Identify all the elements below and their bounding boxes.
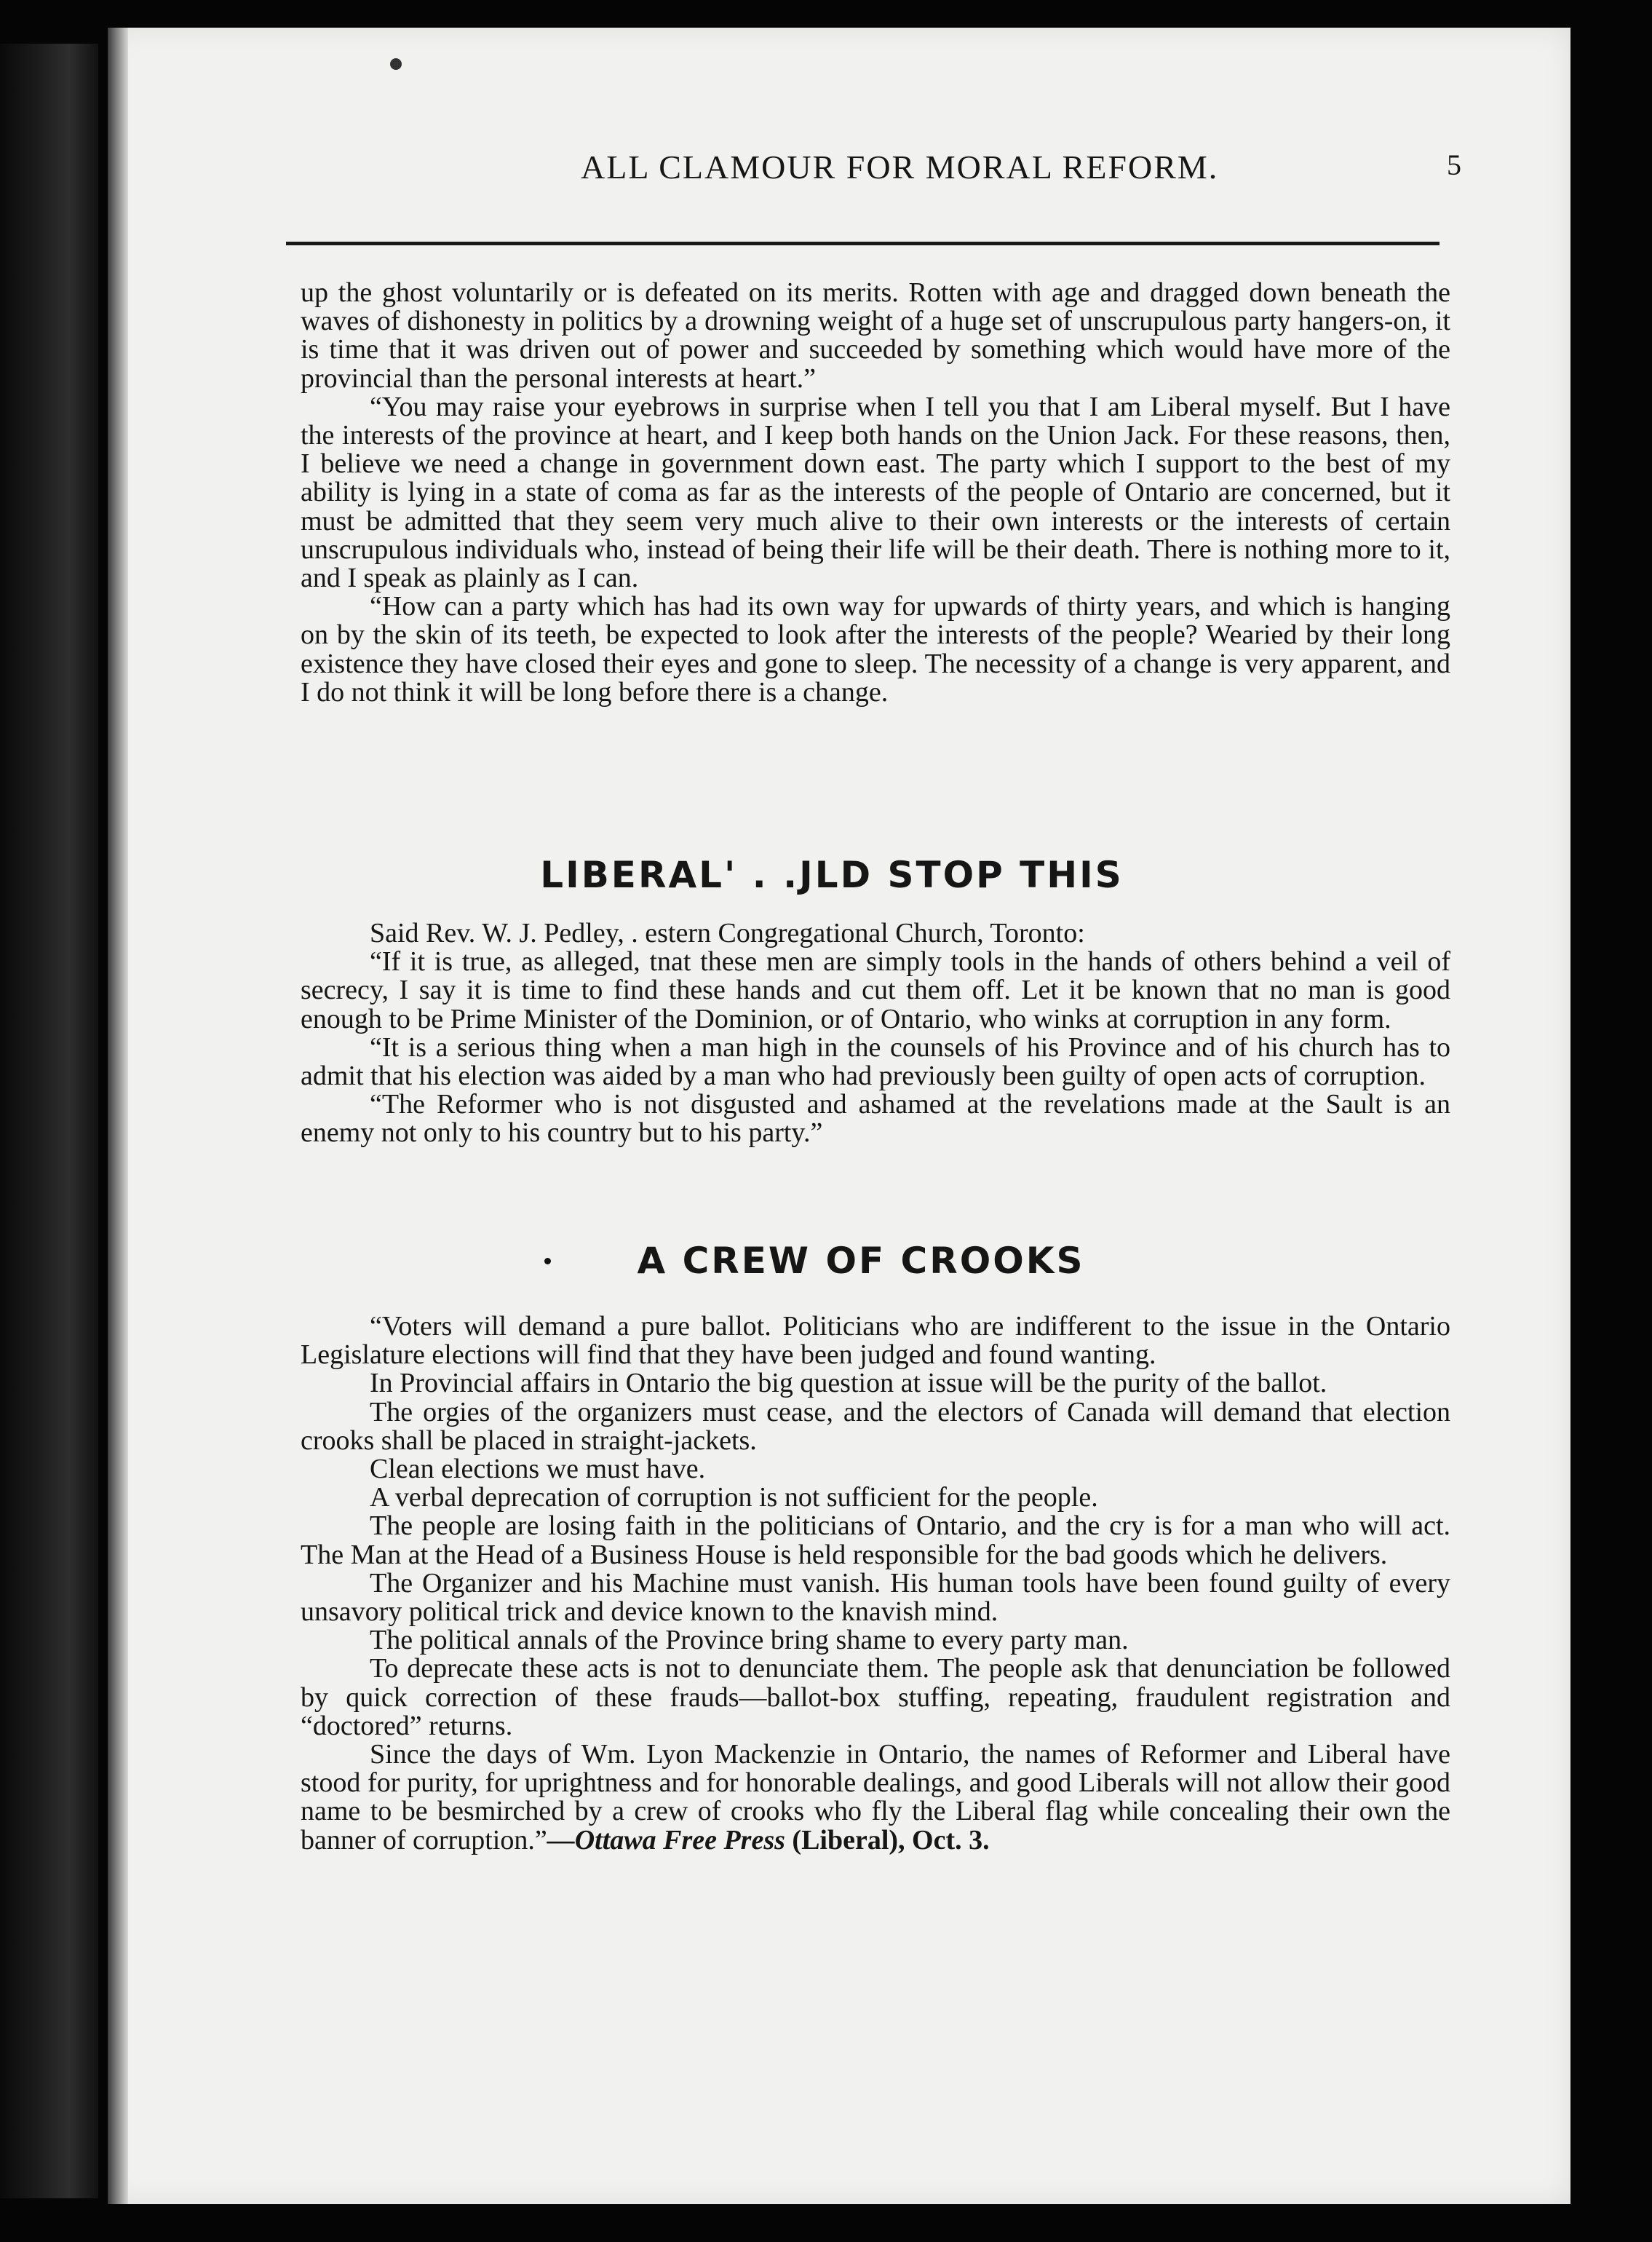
paragraph: “The Reformer who is not disgusted and ashamed at the revelations made at the Sault is an enemy not only to his country but to his party.” <box>301 1089 1450 1149</box>
paragraph: In Provincial affairs in Ontario the big question at issue will be the purity of the ballot. <box>370 1368 1327 1399</box>
paragraph: The Organizer and his Machine must vanish. His human tools have been found guilty of every unsavory political trick and device known to the knavish mind. <box>301 1567 1450 1628</box>
paragraph: “If it is true, as alleged, tnat these men are simply tools in the hands of others behind a veil of secrecy, I say it is time to find these hands and cut them off. Let it be known that no man is good enough to be Prime Minister of the Dominion, or of Ontario, who winks at corruption in any form. <box>301 946 1450 1034</box>
print-speck <box>390 58 402 70</box>
header-rule <box>286 242 1439 245</box>
page-spine-shadow <box>108 28 128 2204</box>
paragraph <box>301 1740 1450 1855</box>
page-header <box>282 148 1461 213</box>
paragraph: The people are losing faith in the politicians of Ontario, and the cry is for a man who will act. The Man at the Head of a Business House is held responsible for the bad goods which he delivers. <box>301 1510 1450 1570</box>
paragraph: “How can a party which has had its own way for upwards of thirty years, and which is hanging on by the skin of its teeth, be expected to look after the interests of the people? Wearied by their long existence they have closed their eyes and gone to sleep. The necessity of a change is very apparent, and I do not think it will be long before there is a change. <box>301 591 1450 708</box>
section-pedley-quote <box>301 919 1450 1148</box>
section-heading-crew-of-crooks: A CREW OF CROOKS <box>637 1240 1085 1282</box>
section-heading-liberals: LIBERAL' . .JLD STOP THIS <box>540 854 1124 896</box>
page-number: 5 <box>1447 148 1461 181</box>
paragraph: “It is a serious thing when a man high in the counsels of his Province and of his church has to admit that his election was aided by a man who had previously been guilty of open acts of corruption. <box>301 1031 1450 1092</box>
paragraph: The political annals of the Province bring shame to every party man. <box>370 1625 1129 1656</box>
paragraph: The orgies of the organizers must cease, and the electors of Canada will demand that election crooks shall be placed in straight-jackets. <box>301 1396 1450 1456</box>
source-citation: —Ottawa Free Press <box>547 1824 785 1855</box>
source-suffix: (Liberal), Oct. 3. <box>785 1824 990 1855</box>
paragraph-text: Since the days of Wm. Lyon Mackenzie in Ontario, the names of Reformer and Liberal have stood for purity, for uprightness and for honorable dealings, and good Liberals will not allow their good name to be besmirched by a crew of crooks who fly the Liberal flag while concealing their own the banner of corruption.” <box>301 1739 1450 1855</box>
paragraph: Clean elections we must have. <box>370 1454 706 1485</box>
paragraph: up the ghost voluntarily or is defeated on its merits. Rotten with age and dragged down beneath the waves of dishonesty in politics by a drowning weight of a huge set of unscrupulous party hangers-on, it is time that it was driven out of power and succeeded by something which would have more of the provincial than the personal interests at heart.” <box>301 277 1450 394</box>
paragraph: A verbal deprecation of corruption is not sufficient for the people. <box>370 1482 1098 1513</box>
paragraph: To deprecate these acts is not to denunciate them. The people ask that denunciation be followed by quick correction of these frauds—ballot-box stuffing, repeating, fraudulent registration and “doctored” returns. <box>301 1653 1450 1741</box>
document-page <box>108 28 1570 2204</box>
running-title: ALL CLAMOUR FOR MORAL REFORM. <box>581 148 1219 186</box>
paragraph: “You may raise your eyebrows in surprise when I tell you that I am Liberal myself. But I have the interests of the province at heart, and I keep both hands on the Union Jack. For these reasons, then, I believe we need a change in government down east. The party which I support to the best of my ability is lying in a state of coma as far as the interests of the people of Ontario are concerned, but it must be admitted that they seem very much alive to their own interests or the interests of certain unscrupulous individuals who, instead of being their life will be their death. There is nothing more to it, and I speak as plainly as I can. <box>301 391 1450 594</box>
paragraph: Said Rev. W. J. Pedley, . estern Congregational Church, Toronto: <box>370 918 1085 948</box>
section-opening-quote <box>301 279 1450 707</box>
scan-left-margin <box>0 44 98 2198</box>
section-crew-of-crooks <box>301 1312 1450 1855</box>
paragraph: “Voters will demand a pure ballot. Politicians who are indifferent to the issue in the Ontario Legislature elections will find that they have been judged and found wanting. <box>301 1311 1450 1371</box>
